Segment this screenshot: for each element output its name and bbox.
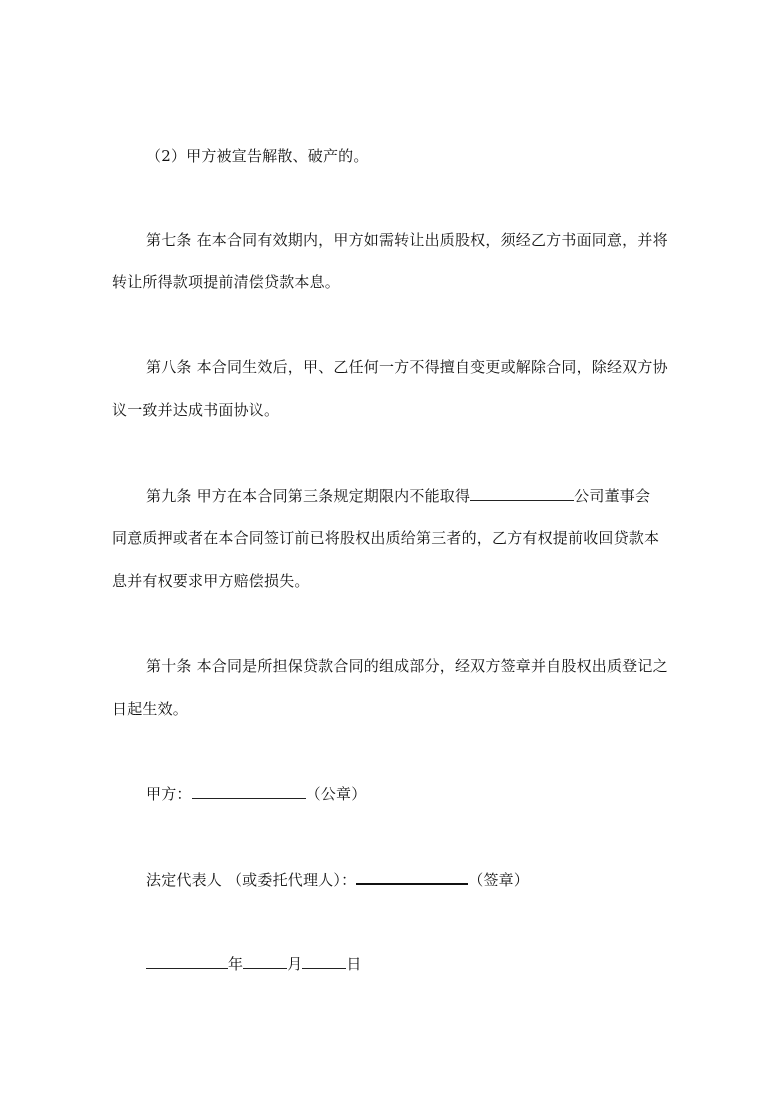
legal-representative-sign: （签章）: [468, 871, 530, 889]
article-9-text-a: 第九条 甲方在本合同第三条规定期限内不能取得: [146, 487, 471, 505]
item-2-text: （2）甲方被宣告解散、破产的。: [146, 147, 369, 165]
article-7-line-2: 转让所得款项提前清偿贷款本息。: [112, 273, 341, 291]
year-label: 年: [228, 955, 244, 973]
article-10-line-1: 第十条 本合同是所担保贷款合同的组成部分，经双方签章并自股权出质登记之: [146, 657, 668, 675]
party-a-label: 甲方：: [146, 785, 192, 803]
article-9-line-3: 息并有权要求甲方赔偿损失。: [112, 572, 310, 590]
article-9-text-b: 公司董事会: [574, 487, 651, 505]
day-label: 日: [346, 955, 362, 973]
legal-representative-blank[interactable]: [356, 869, 468, 885]
legal-representative-line: [146, 869, 706, 890]
company-name-blank[interactable]: [470, 486, 574, 501]
legal-representative-label: 法定代表人 （或委托代理人）：: [146, 871, 357, 889]
article-8-line-2: 议一致并达成书面协议。: [112, 401, 280, 419]
year-blank[interactable]: [146, 954, 228, 969]
article-10-line-2: 日起生效。: [112, 700, 189, 718]
party-a-blank[interactable]: [192, 784, 306, 799]
date-line: [146, 954, 706, 974]
party-a-line: [146, 784, 706, 804]
article-9-line-2: 同意质押或者在本合同签订前已将股权出质给第三者的，乙方有权提前收回贷款本: [112, 529, 660, 547]
article-8-line-1: 第八条 本合同生效后，甲、乙任何一方不得擅自变更或解除合同，除经双方协: [146, 358, 668, 376]
article-7-line-1: 第七条 在本合同有效期内，甲方如需转让出质股权，须经乙方书面同意，并将: [146, 231, 668, 249]
party-a-seal: （公章）: [305, 785, 367, 803]
article-9-line-1: [146, 486, 706, 506]
month-label: 月: [287, 955, 303, 973]
month-blank[interactable]: [243, 954, 287, 969]
day-blank[interactable]: [302, 954, 346, 969]
